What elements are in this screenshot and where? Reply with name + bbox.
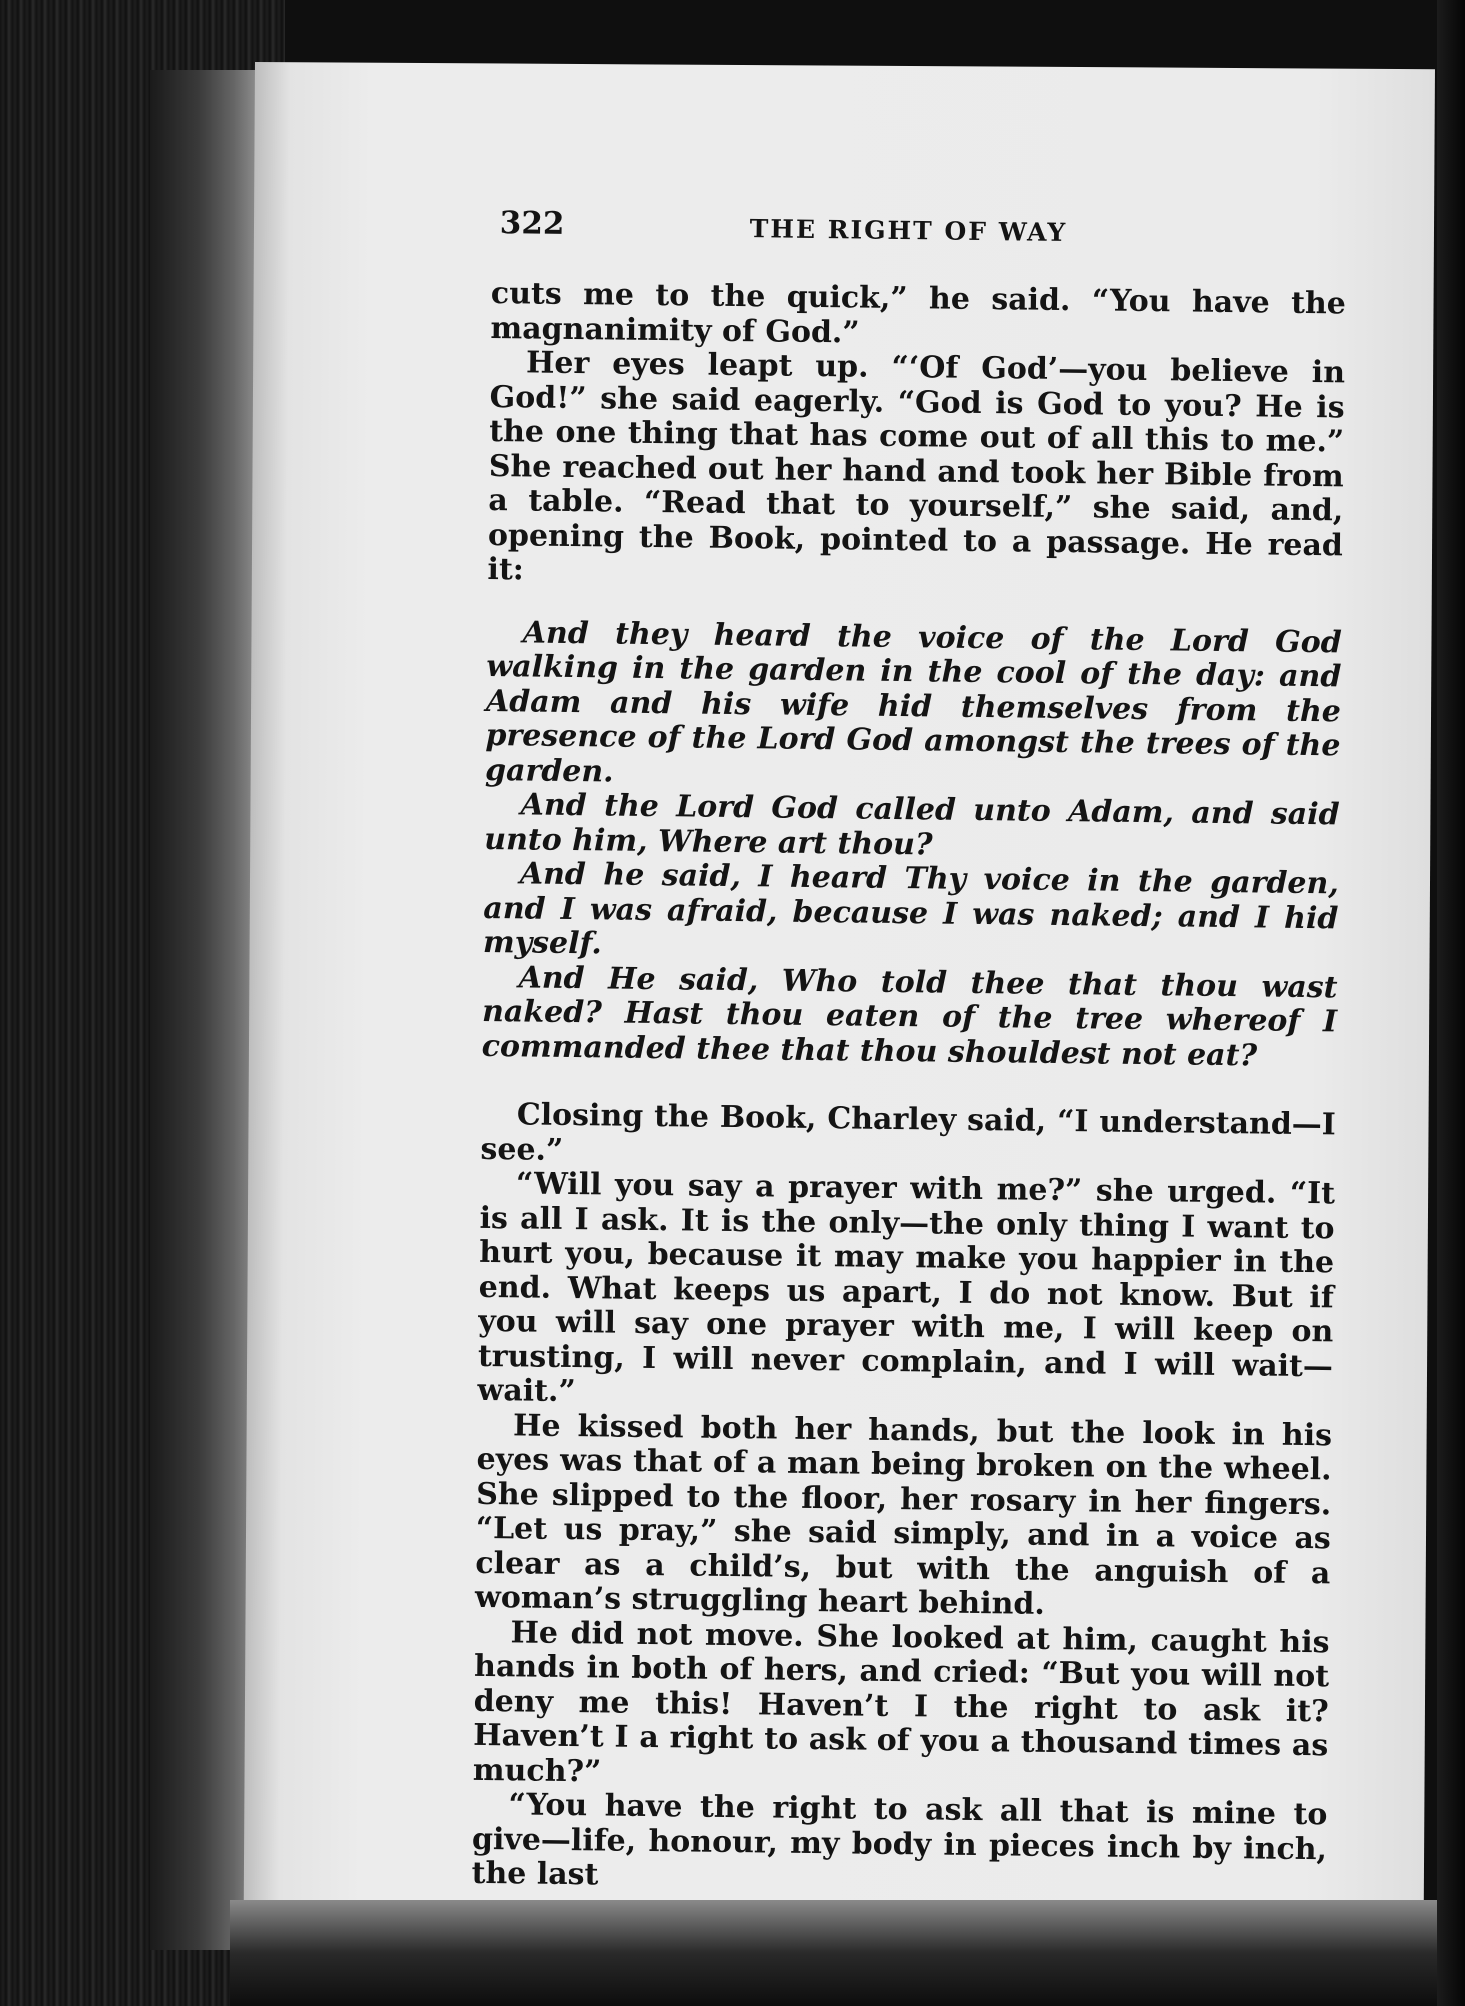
page-header	[491, 205, 1347, 265]
paragraph: “You have the right to ask all that is mine to give—life, honour, my body in pieces inch by inch, the last	[471, 1787, 1328, 1893]
paragraph: He did not move. She looked at him, caught his hands in both of hers, and cried: “But you will not deny me this! Haven’t I the right to ask it? Haven’t I a right to ask of you a thousand times as much?”	[472, 1614, 1330, 1789]
quote-verse: And the Lord God called unto Adam, and said unto him, Where art thou?	[484, 787, 1340, 862]
paragraph: “Will you say a prayer with me?” she urged. “It is all I ask. It is the only—the only thing I want to hurt you, because it may make you happier in the end. What keeps us apart, I do not know. But if you will say one prayer with me, I will keep on trusting, I will never complain, and I will wait—wait.”	[477, 1166, 1336, 1410]
running-head: THE RIGHT OF WAY	[749, 214, 1068, 248]
paragraph: Closing the Book, Charley said, “I understand—I see.”	[480, 1097, 1337, 1168]
page-text	[471, 205, 1347, 1902]
scripture-quote	[482, 615, 1342, 1074]
quote-verse: And he said, I heard Thy voice in the garden, and I was afraid, because I was naked; and I hid myself.	[482, 856, 1339, 962]
paragraph: Her eyes leapt up. “‘Of God’—you believe in God!” she said eagerly. “God is God to you? He is the one thing that has come out of all this to me.” She reached out her hand and took her Bible from a table. “Read that to yourself,” she said, and, opening the Book, pointed to a passage. He read it:	[487, 345, 1346, 588]
quote-verse: And He said, Who told thee that thou wast naked? Hast thou eaten of the tree whereof I commanded thee that thou shouldest not eat?	[481, 959, 1338, 1073]
paragraph: He kissed both her hands, but the look in his eyes was that of a man being broken on the wheel. She slipped to the floor, her rosary in her fingers. “Let us pray,” she said simply, and in a voice as clear as a child’s, but with the anguish of a woman’s struggling heart behind.	[474, 1407, 1333, 1622]
paragraph: cuts me to the quick,” he said. “You have the magnanimity of God.”	[490, 275, 1347, 350]
quote-verse: And they heard the voice of the Lord God walking in the garden in the cool of the day: and Adam and his wife hid themselves from the presence of the Lord God amongst the trees of the garden.	[484, 614, 1342, 790]
right-edge-shadow	[1437, 0, 1465, 2006]
bottom-shadow	[230, 1900, 1465, 2006]
page-number: 322	[499, 205, 565, 242]
